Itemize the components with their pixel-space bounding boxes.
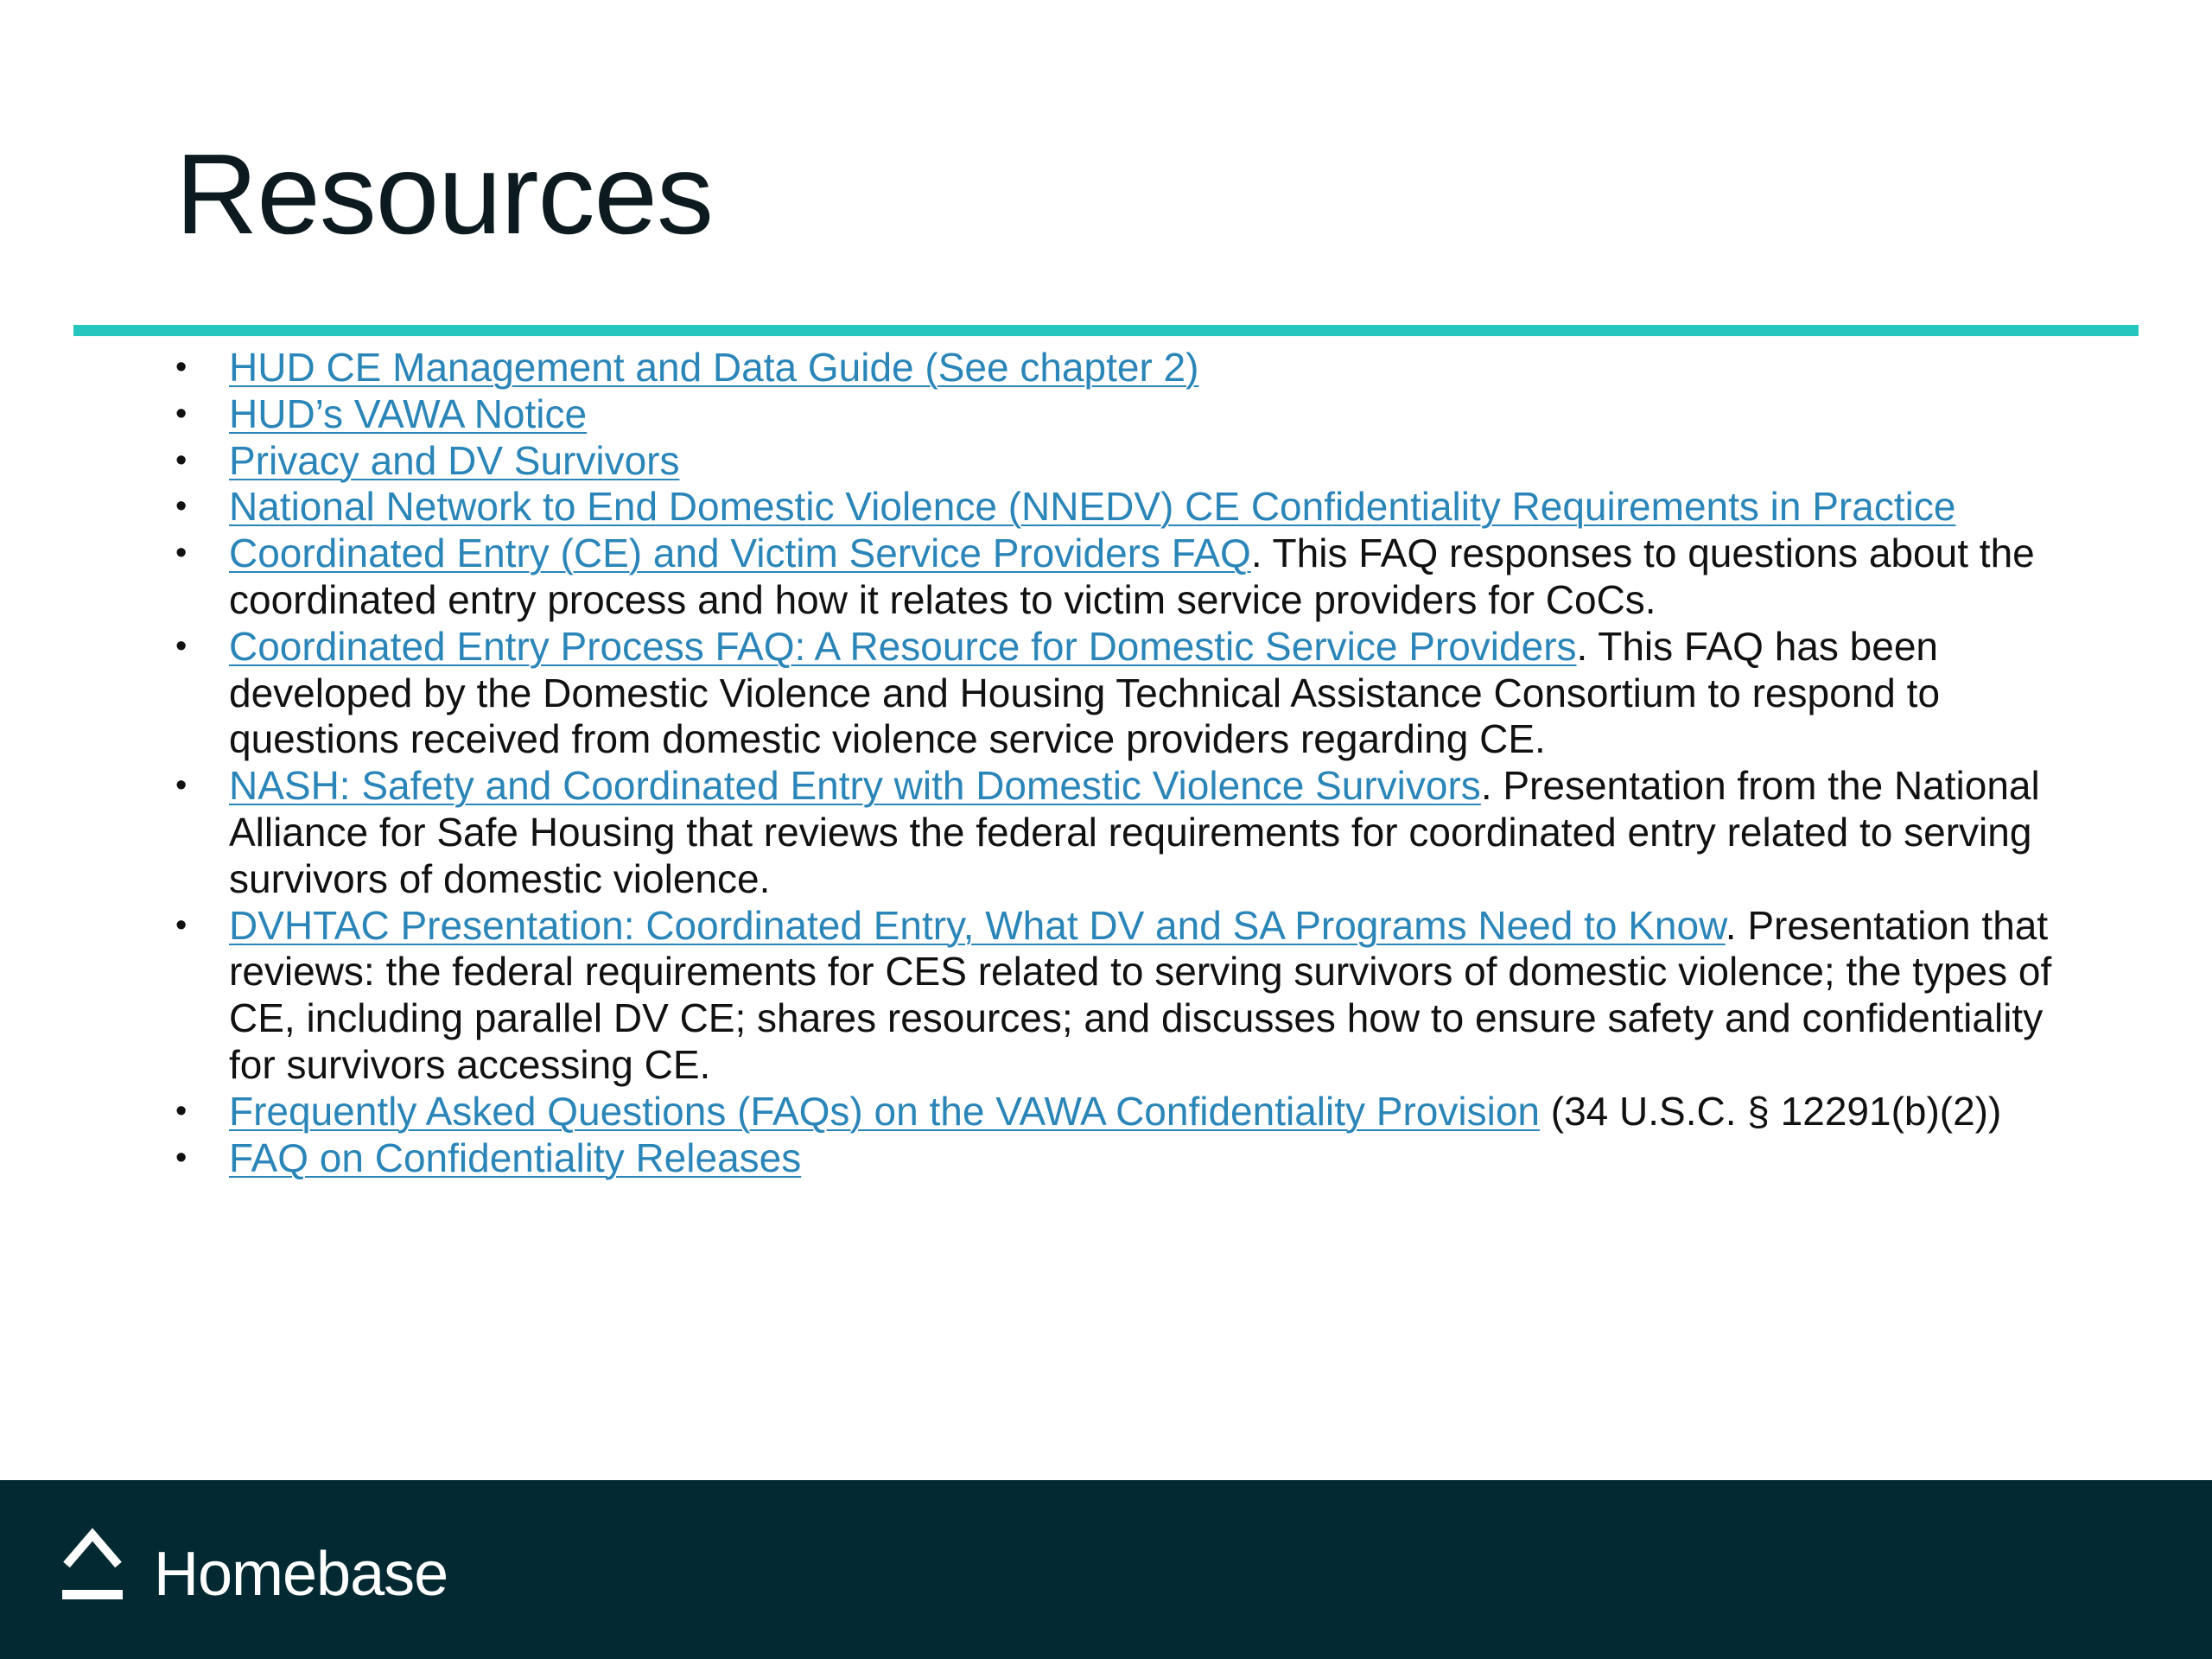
resource-link[interactable]: NASH: Safety and Coordinated Entry with Domestic Violence Survivors — [229, 763, 1481, 809]
bullet-icon: • — [175, 627, 188, 664]
bullet-icon: • — [175, 906, 188, 944]
resource-link[interactable]: Privacy and DV Survivors — [229, 437, 680, 483]
resource-description: . Presentation from the National Alliance for Safe Housing that reviews the federal requirements for coordinated entry related to serving survivors of domestic violence. — [229, 763, 2040, 901]
resource-list — [175, 345, 2059, 1181]
list-item — [175, 1089, 2059, 1135]
resource-link[interactable]: HUD CE Management and Data Guide (See chapter 2) — [229, 345, 1199, 390]
bullet-icon: • — [175, 767, 188, 804]
list-item — [175, 1135, 2059, 1182]
bullet-icon: • — [175, 349, 188, 385]
list-item — [175, 438, 2059, 485]
bullet-icon: • — [175, 442, 188, 479]
resource-description: . Presentation that reviews: the federal requirements for CES related to serving survivors of domestic violence; the types of CE, including parallel DV CE; shares resources; and discusses how to ensure safety and confidentiality for survivors accessing CE. — [229, 902, 2052, 1087]
list-item — [175, 484, 2059, 531]
resource-link[interactable]: Coordinated Entry Process FAQ: A Resource for Domestic Service Providers — [229, 623, 1577, 669]
homebase-logo-text: Homebase — [154, 1540, 448, 1609]
list-item — [175, 345, 2059, 391]
resource-description: . This FAQ responses to questions about the coordinated entry process and how it relates to victim service providers for CoCs. — [229, 531, 2035, 622]
resource-link[interactable]: Coordinated Entry (CE) and Victim Service Providers FAQ — [229, 531, 1251, 576]
resource-link[interactable]: Frequently Asked Questions (FAQs) on the VAWA Confidentiality Provision — [229, 1088, 1540, 1134]
bullet-icon: • — [175, 1092, 188, 1129]
bullet-icon: • — [175, 1139, 188, 1176]
list-item — [175, 624, 2059, 763]
resource-link[interactable]: FAQ on Confidentiality Releases — [229, 1135, 802, 1180]
resource-link[interactable]: HUD’s VAWA Notice — [229, 391, 588, 436]
house-roof-icon — [60, 1524, 124, 1602]
list-item — [175, 391, 2059, 438]
list-item — [175, 903, 2059, 1089]
slide-title: Resources — [175, 130, 713, 257]
title-divider — [73, 325, 2139, 336]
bullet-icon: • — [175, 535, 188, 572]
resource-link[interactable]: National Network to End Domestic Violence (NNEDV) CE Confidentiality Requirements in Practice — [229, 484, 1956, 530]
resource-description: (34 U.S.C. § 12291(b)(2)) — [1540, 1088, 2002, 1134]
list-item — [175, 531, 2059, 624]
bullet-icon: • — [175, 488, 188, 525]
resource-description: . This FAQ has been developed by the Domestic Violence and Housing Technical Assistance Consortium to respond to questions received from domestic violence service providers regarding CE. — [229, 623, 1941, 762]
resource-link[interactable]: DVHTAC Presentation: Coordinated Entry, What DV and SA Programs Need to Know — [229, 902, 1726, 948]
bullet-icon: • — [175, 395, 188, 432]
list-item — [175, 763, 2059, 902]
